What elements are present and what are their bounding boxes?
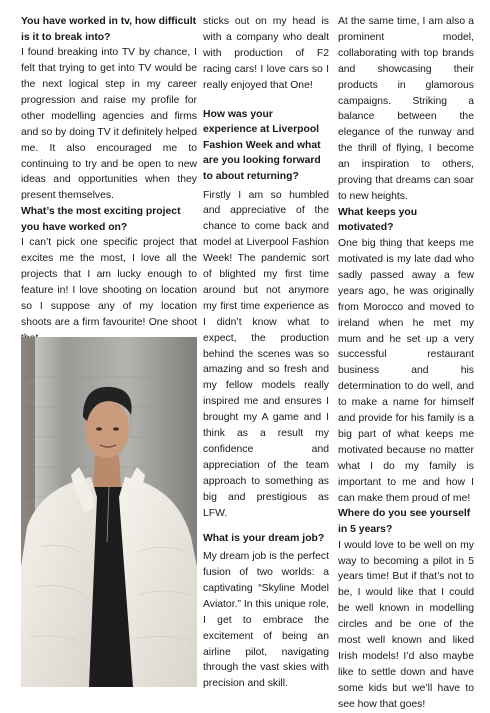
answer-dream-job-continued: At the same time, I am also a prominent model, collaborating with top brands and showcasing their products in glamorous campaigns. Striking a balance between the elegance of the runway and the thrill of flying, I become an inspiration to others, proving that dreams can soar to new heights. [338,16,474,202]
column-2 [203,14,329,692]
answer-five-years-text: I would love to be well on my way to becoming a pilot in 5 years time! But if that’s not to be, I would like that I could be well known in modelling circles and be one of the most well known and liked Irish models! I’d also maybe like to settle down and have some kids but we’ll have to see how that goes! [338,539,474,710]
question-motivation-heading: What keeps you motivated? [338,206,418,234]
question-five-years-heading: Where do you see yourself in 5 years? [338,508,471,536]
question-project-heading: What’s the most exciting project you have worked on? [21,206,181,233]
answer-project-continued: sticks out on my head is with a company who dealt with production of F2 racing cars! I love cars so I really enjoyed that One! [203,16,329,91]
question-tv-heading: You have worked in tv, how difficult is it to break into? [21,16,197,43]
answer-project-text: I can’t pick one specific project that excites me the most, I love all the projects that I am lucky enough to feature in! I love shooting on location so I suppose any of my location shoots are a firm favourite! One shoot [21,237,197,328]
column-1 [21,14,197,347]
answer-dream-job-text: My dream job is the perfect fusion of two worlds: a captivating “Skyline Model Aviator.” In this unique role, I get to embrace the excitement of being an airline pilot, navigating through the vast skies with precision and skill. [203,551,329,690]
answer-motivation-text: One big thing that keeps me motivated is my late dad who sadly passed away a few years ago, he was originally from Morocco and moved to ireland when he met my mum and he set up a very successful restaurant business and his determination to do well, and to make a name for himself and provide for his family is a big part of what keeps me motivated because no matter what I do my family is important to me and how I can make them proud of me! [338,238,474,504]
answer-liverpool-text: Firstly I am so humbled and appreciative of the chance to come back and model at Liverpool Fashion Week! The pandemic sort of blighted my first time around but not anymore my first time experience as I didn’t know what to expect, the production behind the scenes was so amazing and so fresh and my fellow models really inspired me and ensures I brought my A game and I think as a result my confidence and appreciation of the team approach to something as big and prestigious as LFW. [203,189,329,519]
question-dream-job-heading: What is your dream job? [203,532,325,544]
question-liverpool-heading: How was your experience at Liverpool Fashion Week and what are you looking forward to about returning? [203,108,321,182]
model-photo [21,337,197,687]
model-portrait-image [21,337,197,687]
answer-tv-text: I found breaking into TV by chance, I felt that trying to get into TV would be the next logical step in my career progression and raise my profile for other modelling agencies and firms and so by doing TV it definitely helped me. It also encouraged me to continuing to try and be open to new ideas and opportunities when they present themselves. [21,47,197,202]
column-3 [338,14,474,713]
